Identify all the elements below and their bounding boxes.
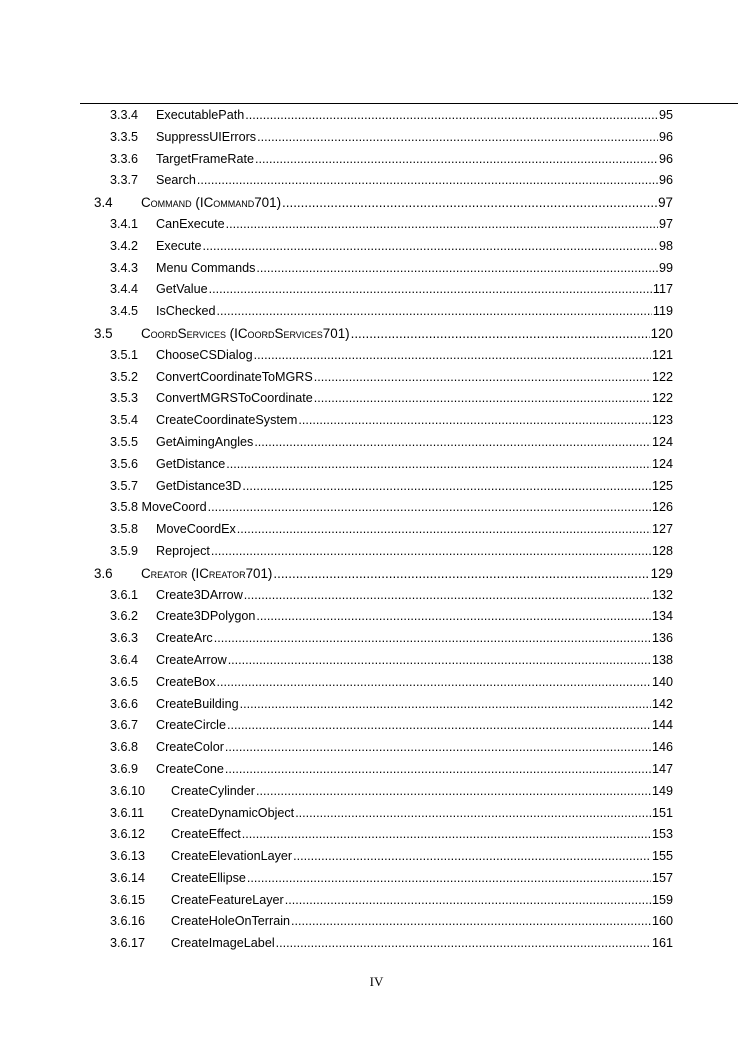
toc-entry-page: 117 <box>653 279 673 301</box>
toc-entry[interactable] <box>0 803 753 825</box>
toc-entry-title: ConvertCoordinateToMGRS <box>156 369 313 384</box>
toc-entry[interactable] <box>0 367 753 389</box>
toc-dot-leader <box>285 890 651 912</box>
toc-entry-number: 3.4.3 <box>110 260 139 275</box>
toc-dot-leader <box>217 672 651 694</box>
toc-entry-number: 3.4.4 <box>110 282 139 297</box>
toc-dot-leader <box>256 781 651 803</box>
toc-entry[interactable] <box>0 694 753 716</box>
table-of-contents <box>0 105 753 955</box>
toc-entry-page: 157 <box>652 868 673 890</box>
toc-dot-leader <box>203 236 658 258</box>
toc-dot-leader <box>257 127 658 149</box>
toc-entry-page: 119 <box>653 301 673 323</box>
toc-entry-number: 3.5.7 <box>110 478 139 493</box>
toc-dot-leader <box>282 192 657 214</box>
toc-entry-number: 3.6.12 <box>110 827 146 842</box>
toc-entry-title: CreateCoordinateSystem <box>156 413 298 428</box>
toc-entry[interactable] <box>0 497 753 519</box>
toc-entry-page: 97 <box>659 214 673 236</box>
toc-entry-number: 3.6.2 <box>110 609 139 624</box>
toc-entry[interactable] <box>0 127 753 149</box>
toc-dot-leader <box>197 170 658 192</box>
toc-entry-page: 122 <box>652 388 673 410</box>
toc-entry-title: CreateFeatureLayer <box>171 892 284 907</box>
toc-dot-leader <box>214 628 651 650</box>
toc-entry-number: 3.6 <box>94 565 113 581</box>
toc-entry-number: 3.5.6 <box>110 456 139 471</box>
toc-entry-number: 3.6.11 <box>110 805 145 820</box>
toc-entry-number: 3.6.17 <box>110 936 146 951</box>
toc-entry-title: ChooseCSDialog <box>156 347 253 362</box>
toc-entry-title: CreateBox <box>156 674 216 689</box>
toc-dot-leader <box>217 301 652 323</box>
toc-entry[interactable] <box>0 585 753 607</box>
toc-entry-page: 160 <box>652 911 673 933</box>
toc-entry[interactable] <box>0 105 753 127</box>
toc-entry-page: 142 <box>652 694 673 716</box>
toc-entry[interactable] <box>0 236 753 258</box>
toc-entry-page: 120 <box>651 323 673 345</box>
toc-entry[interactable] <box>0 781 753 803</box>
toc-entry-number: 3.6.15 <box>110 892 146 907</box>
toc-dot-leader <box>254 345 651 367</box>
toc-entry-page: 128 <box>652 541 673 563</box>
toc-entry-number: 3.6.16 <box>110 914 146 929</box>
toc-entry[interactable] <box>0 258 753 280</box>
toc-dot-leader <box>273 563 649 585</box>
toc-entry-title: GetAimingAngles <box>156 434 254 449</box>
toc-entry-number: 3.6.3 <box>110 631 139 646</box>
toc-entry-page: 155 <box>652 846 673 868</box>
toc-entry-number: 3.4.5 <box>110 304 139 319</box>
toc-entry[interactable] <box>0 541 753 563</box>
toc-entry[interactable] <box>0 170 753 192</box>
toc-entry-page: 124 <box>652 454 673 476</box>
toc-dot-leader <box>247 868 651 890</box>
toc-entry[interactable] <box>0 323 753 345</box>
toc-dot-leader <box>211 541 651 563</box>
toc-entry-title: CreateCircle <box>156 718 226 733</box>
toc-dot-leader <box>298 410 651 432</box>
toc-entry[interactable] <box>0 410 753 432</box>
toc-entry-title: ConvertMGRSToCoordinate <box>156 391 313 406</box>
toc-dot-leader <box>242 824 651 846</box>
toc-entry[interactable] <box>0 715 753 737</box>
toc-entry-page: 96 <box>659 170 673 192</box>
toc-entry-number: 3.6.8 <box>110 740 139 755</box>
toc-dot-leader <box>276 933 651 955</box>
toc-entry[interactable] <box>0 933 753 955</box>
toc-entry[interactable] <box>0 650 753 672</box>
toc-dot-leader <box>225 759 651 781</box>
toc-entry[interactable] <box>0 279 753 301</box>
toc-dot-leader <box>209 279 652 301</box>
toc-entry-title: CreateArrow <box>156 652 227 667</box>
toc-entry-number: 3.6.14 <box>110 870 146 885</box>
toc-dot-leader <box>256 258 658 280</box>
toc-entry[interactable] <box>0 454 753 476</box>
toc-entry-number: 3.6.10 <box>110 783 146 798</box>
toc-entry-title: Execute <box>156 238 202 253</box>
toc-entry-number: 3.4 <box>94 195 113 211</box>
toc-dot-leader <box>208 497 651 519</box>
toc-entry-title: CreateColor <box>156 740 224 755</box>
toc-entry-page: 129 <box>651 563 673 585</box>
toc-entry-title: Create3DArrow <box>156 587 243 602</box>
toc-entry-number: 3.5.9 <box>110 543 139 558</box>
toc-dot-leader <box>244 585 651 607</box>
toc-entry-title: CreateCone <box>156 761 224 776</box>
toc-dot-leader <box>256 606 651 628</box>
toc-entry-title: TargetFrameRate <box>156 151 254 166</box>
toc-dot-leader <box>237 519 651 541</box>
toc-entry-title: IsChecked <box>156 304 216 319</box>
toc-entry-number: 3.6.5 <box>110 674 139 689</box>
toc-entry[interactable] <box>0 737 753 759</box>
toc-entry-page: 136 <box>652 628 673 650</box>
toc-entry-title: Command (ICommand701) <box>141 195 282 211</box>
toc-entry[interactable] <box>0 628 753 650</box>
toc-entry-page: 161 <box>652 933 673 955</box>
toc-dot-leader <box>228 650 651 672</box>
toc-dot-leader <box>245 105 658 127</box>
toc-entry-title: Creator (ICreator701) <box>141 565 273 581</box>
toc-entry-page: 147 <box>652 759 673 781</box>
toc-dot-leader <box>314 367 651 389</box>
toc-entry-page: 127 <box>652 519 673 541</box>
toc-entry-number: 3.4.1 <box>110 216 139 231</box>
toc-dot-leader <box>254 432 651 454</box>
toc-entry[interactable] <box>0 606 753 628</box>
toc-entry[interactable] <box>0 214 753 236</box>
toc-entry[interactable] <box>0 192 753 214</box>
toc-entry-page: 122 <box>652 367 673 389</box>
toc-entry-page: 134 <box>652 606 673 628</box>
toc-entry[interactable] <box>0 519 753 541</box>
toc-entry-number: 3.5.1 <box>110 347 139 362</box>
toc-dot-leader <box>351 323 650 345</box>
toc-entry-title: CreateElevationLayer <box>171 849 293 864</box>
toc-entry-title: CreateArc <box>156 631 213 646</box>
toc-entry-number: 3.5.2 <box>110 369 139 384</box>
toc-dot-leader <box>293 846 651 868</box>
toc-entry-title: CreateHoleOnTerrain <box>171 914 290 929</box>
toc-entry-page: 126 <box>652 497 673 519</box>
toc-entry-number: 3.6.1 <box>110 587 139 602</box>
toc-entry-number: 3.6.7 <box>110 718 139 733</box>
toc-entry-number: 3.5.5 <box>110 434 139 449</box>
toc-entry[interactable] <box>0 846 753 868</box>
toc-dot-leader <box>255 149 658 171</box>
toc-entry-number: 3.5.8 <box>110 522 139 537</box>
toc-entry-number: 3.5 <box>94 325 113 341</box>
toc-entry-title: CoordServices (ICoordServices701) <box>141 325 350 341</box>
toc-entry-page: 98 <box>659 236 673 258</box>
toc-dot-leader <box>226 214 658 236</box>
toc-entry-number: 3.6.13 <box>110 849 146 864</box>
toc-entry[interactable] <box>0 149 753 171</box>
toc-entry-page: 123 <box>652 410 673 432</box>
toc-entry-page: 159 <box>652 890 673 912</box>
toc-entry-title: ExecutablePath <box>156 108 245 122</box>
toc-dot-leader <box>225 737 651 759</box>
toc-entry-title: 3.5.8 MoveCoord <box>110 500 207 515</box>
toc-entry-title: SuppressUIErrors <box>156 129 257 144</box>
toc-entry-page: 124 <box>652 432 673 454</box>
toc-entry-number: 3.3.7 <box>110 173 139 188</box>
toc-entry-page: 96 <box>659 149 673 171</box>
toc-entry-page: 95 <box>659 105 673 127</box>
toc-entry-page: 121 <box>652 345 673 367</box>
toc-entry-number: 3.4.2 <box>110 238 139 253</box>
page-footer-number: IV <box>369 974 384 989</box>
toc-entry[interactable] <box>0 868 753 890</box>
toc-entry-title: CreateEffect <box>171 827 241 842</box>
toc-dot-leader <box>240 694 651 716</box>
toc-entry[interactable] <box>0 759 753 781</box>
toc-entry-number: 3.6.4 <box>110 652 139 667</box>
toc-entry-title: CreateImageLabel <box>171 936 275 951</box>
toc-entry-title: GetDistance <box>156 456 226 471</box>
toc-entry-title: MoveCoordEx <box>156 522 236 537</box>
toc-entry[interactable] <box>0 911 753 933</box>
toc-entry-page: 153 <box>652 824 673 846</box>
toc-dot-leader <box>291 911 651 933</box>
toc-entry[interactable] <box>0 824 753 846</box>
toc-entry-title: CanExecute <box>156 216 225 231</box>
toc-entry-title: GetValue <box>156 282 208 297</box>
toc-entry-title: Menu Commands <box>156 260 256 275</box>
toc-entry-page: 125 <box>652 476 673 498</box>
toc-entry-title: Create3DPolygon <box>156 609 256 624</box>
toc-entry-page: 132 <box>652 585 673 607</box>
toc-entry-title: Reproject <box>156 543 210 558</box>
toc-entry-title: CreateEllipse <box>171 870 246 885</box>
toc-entry-page: 144 <box>652 715 673 737</box>
toc-entry-number: 3.3.4 <box>110 108 139 122</box>
toc-dot-leader <box>226 454 651 476</box>
toc-entry-page: 96 <box>659 127 673 149</box>
toc-entry-page: 140 <box>652 672 673 694</box>
toc-entry-number: 3.3.5 <box>110 129 139 144</box>
toc-entry-page: 151 <box>652 803 673 825</box>
header-rule <box>80 103 738 104</box>
toc-entry[interactable] <box>0 672 753 694</box>
toc-entry-number: 3.3.6 <box>110 151 139 166</box>
toc-entry-number: 3.6.6 <box>110 696 139 711</box>
toc-entry[interactable] <box>0 563 753 585</box>
toc-entry-page: 149 <box>652 781 673 803</box>
toc-dot-leader <box>227 715 651 737</box>
toc-entry-title: Search <box>156 173 196 188</box>
toc-entry-page: 138 <box>652 650 673 672</box>
toc-entry-title: CreateDynamicObject <box>171 805 295 820</box>
toc-dot-leader <box>242 476 651 498</box>
toc-entry-number: 3.6.9 <box>110 761 139 776</box>
toc-dot-leader <box>295 803 651 825</box>
toc-entry-page: 97 <box>658 192 673 214</box>
toc-entry[interactable] <box>0 301 753 323</box>
toc-entry-number: 3.5.3 <box>110 391 139 406</box>
toc-entry[interactable] <box>0 432 753 454</box>
toc-entry-number: 3.5.4 <box>110 413 139 428</box>
toc-dot-leader <box>314 388 651 410</box>
toc-entry[interactable] <box>0 388 753 410</box>
toc-entry-title: CreateBuilding <box>156 696 239 711</box>
toc-entry-title: CreateCylinder <box>171 783 255 798</box>
toc-entry[interactable] <box>0 890 753 912</box>
toc-entry[interactable] <box>0 345 753 367</box>
toc-entry-title: GetDistance3D <box>156 478 242 493</box>
toc-entry[interactable] <box>0 476 753 498</box>
toc-entry-page: 99 <box>659 258 673 280</box>
toc-entry-page: 146 <box>652 737 673 759</box>
